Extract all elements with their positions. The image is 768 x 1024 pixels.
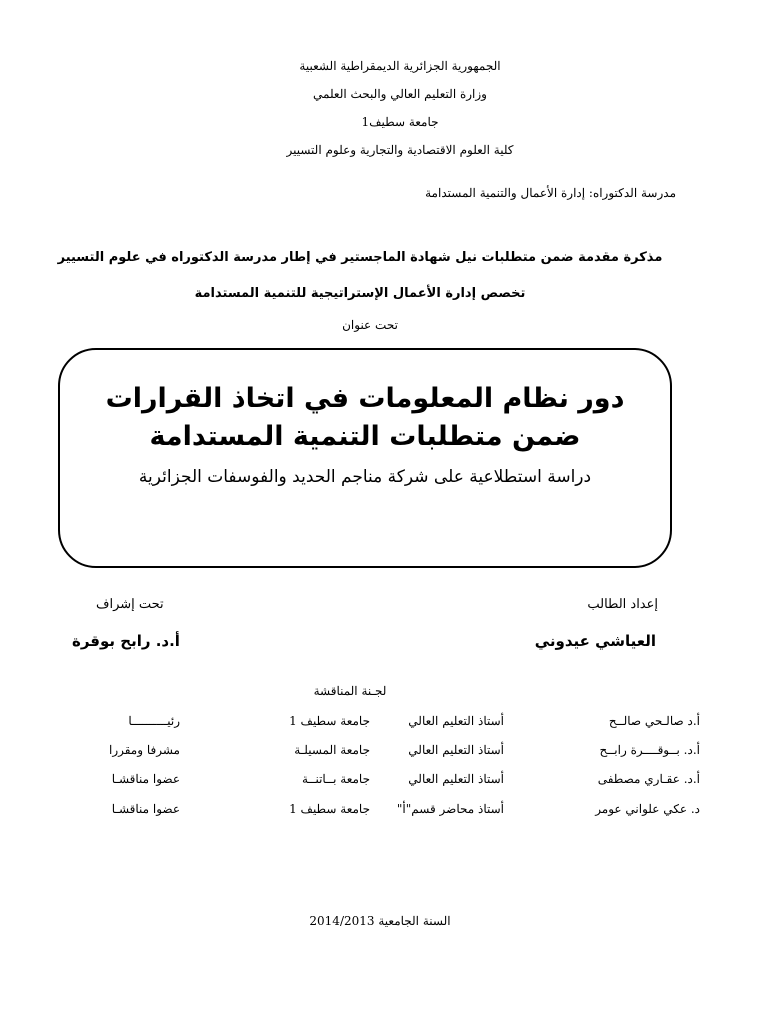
member-rank: أستاذ التعليم العالي (408, 772, 504, 786)
committee-row (80, 802, 700, 822)
member-role: رئيــــــــــا (128, 714, 180, 728)
supervisor-label: تحت إشراف (96, 597, 164, 612)
supervisor-name: أ.د. رابح بوقرة (72, 632, 180, 650)
member-role: عضوا مناقشـا (111, 772, 180, 786)
committee-title: لجـنة المناقشة (313, 684, 387, 698)
member-name: أ.د. بــوقــــرة رابــح (599, 743, 700, 757)
thesis-subtitle: دراسة استطلاعية على شركة مناجم الحديد والفوسفات الجزائرية (138, 467, 592, 487)
member-university: جامعة سطيف 1 (289, 714, 370, 728)
member-rank: أستاذ التعليم العالي (408, 743, 504, 757)
university-name: جامعة سطيف1 (361, 115, 439, 129)
faculty-name: كلية العلوم الاقتصادية والتجارية وعلوم التسيير (286, 143, 514, 157)
thesis-title-box (58, 348, 672, 568)
memo-line-2: تخصص إدارة الأعمال الإستراتيجية للتنمية المستدامة (194, 286, 526, 301)
member-name: د. عكي علواني عومر (595, 802, 700, 816)
institution-header (200, 52, 600, 164)
student-name: العياشي عيدوني (534, 632, 656, 650)
thesis-title: دور نظام المعلومات في اتخاذ القرارات ضمن متطلبات التنمية المستدامة (105, 383, 625, 452)
memo-line-1: مذكرة مقدمة ضمن متطلبات نيل شهادة الماجستير في إطار مدرسة الدكتوراه في علوم التسيير (57, 250, 663, 265)
republic-name: الجمهورية الجزائرية الديمقراطية الشعبية (299, 59, 501, 73)
memo-description (40, 240, 680, 312)
committee-row (80, 772, 700, 792)
ministry-name: وزارة التعليم العالي والبحث العلمي (313, 87, 487, 101)
member-rank: أستاذ محاضر قسم"أ" (396, 802, 504, 816)
under-title-label: تحت عنوان (342, 318, 398, 332)
member-university: جامعة سطيف 1 (289, 802, 370, 816)
committee-row (80, 714, 700, 734)
member-rank: أستاذ التعليم العالي (408, 714, 504, 728)
student-label: إعداد الطالب (587, 597, 658, 612)
committee-row (80, 743, 700, 763)
member-name: أ.د. عقـاري مصطفى (597, 772, 700, 786)
academic-year: السنة الجامعية 2014/2013 (309, 914, 451, 928)
member-role: مشرفا ومقررا (108, 743, 180, 757)
member-university: جامعة بــاتنــة (302, 772, 370, 786)
doctoral-school: مدرسة الدكتوراه: إدارة الأعمال والتنمية المستدامة (425, 186, 676, 200)
member-university: جامعة المسيلـة (294, 743, 370, 757)
member-name: أ.د صالـحي صالــح (608, 714, 700, 728)
member-role: عضوا مناقشـا (111, 802, 180, 816)
